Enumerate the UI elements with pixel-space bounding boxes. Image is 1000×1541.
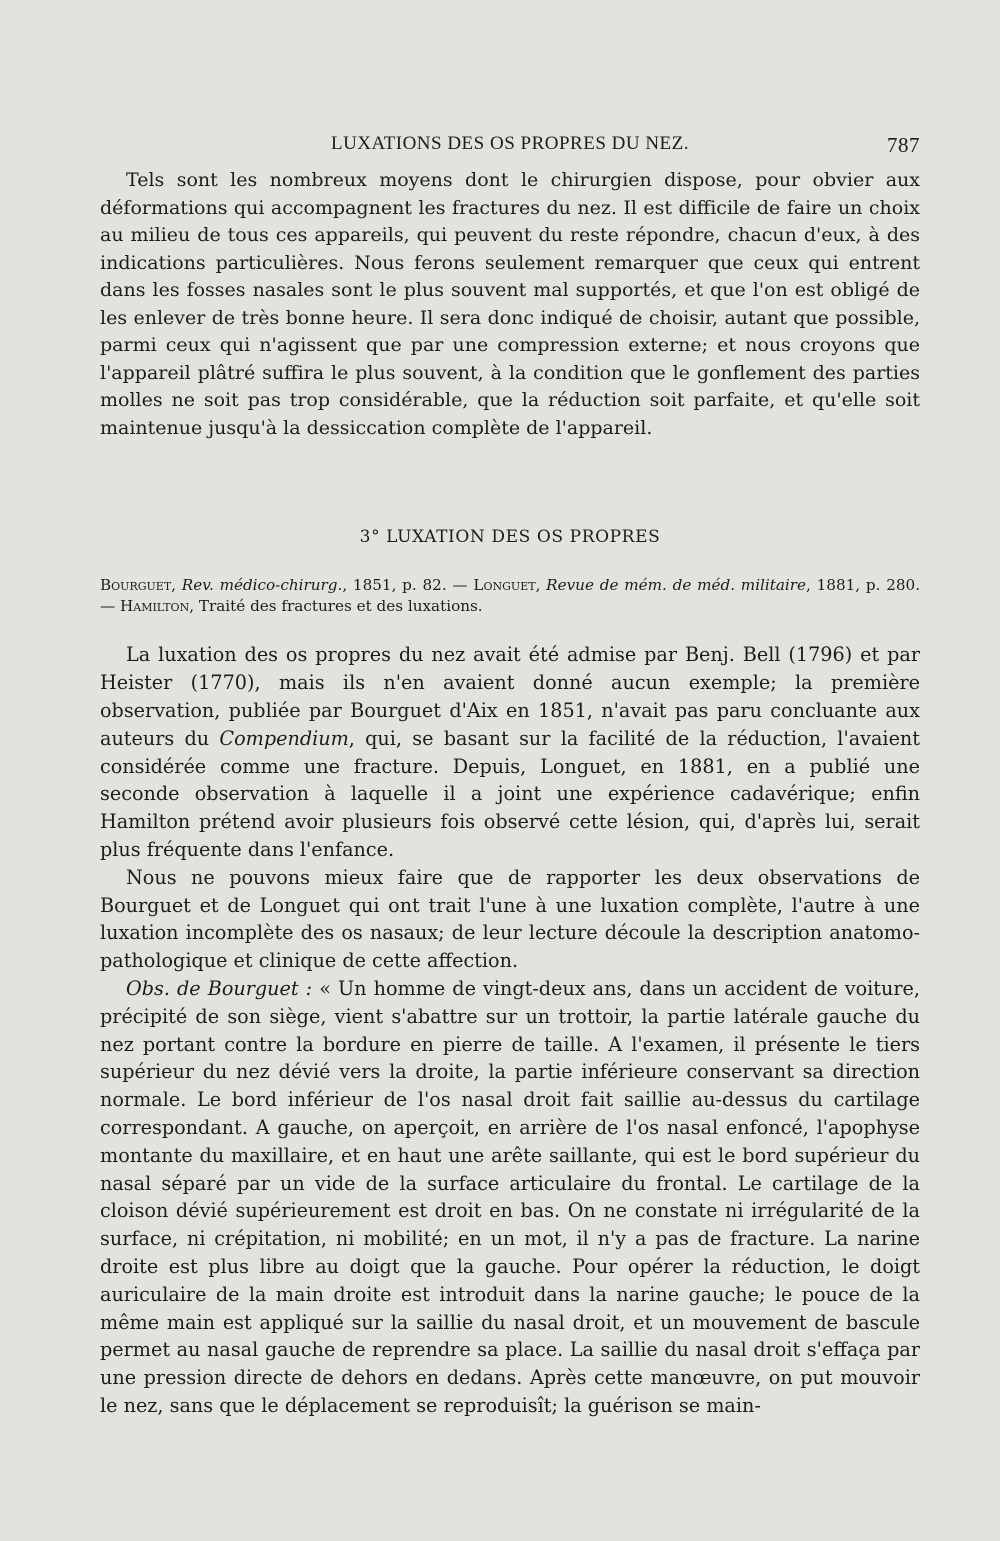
ref-author-hamilton: Hamilton [120,597,190,616]
paragraph-4 [100,975,920,1420]
observation-text: « Un homme de vingt-deux ans, dans un accident de voiture, précipité de son siège, vient s'abattre sur un trottoir, la partie latérale gauche du nez portant contre la bordure en pierre de taille. A l'examen, il présente le tiers supérieur du nez dévié vers la droite, la partie inférieure conservant sa direction normale. Le bord inférieur de l'os nasal droit fait saillie au-dessus du cartilage correspondant. A gauche, on aperçoit, en arrière de l'os nasal enfoncé, l'apophyse montante du maxillaire, et en haut une arête saillante, qui est le bord supérieur du nasal séparé par un vide de la surface articulaire du frontal. Le cartilage de la cloison dévié supérieurement est droit en bas. On ne constate ni irrégularité de la surface, ni crépitation, ni mobilité; en un mot, il n'y a pas de fracture. La narine droite est plus libre au doigt que la gauche. Pour opérer la réduction, le doigt auriculaire de la main droite est introduit dans la narine gauche; le pouce de la même main est appliqué sur la saillie du nasal droit, et un mouvement de bascule permet au nasal gauche de reprendre sa place. La saillie du nasal droit s'effaça par une pression directe de dehors en dedans. Après cette manœuvre, on put mouvoir le nez, sans que le déplacement se reproduisît; la guérison se main- [100,977,921,1417]
references: Bourguet, Rev. médico-chirurg., 1851, p. 82. — Longuet, Revue de mém. de méd. militaire, 1881, p. 280. — Hamilton, Traité des fractures et des luxations. [100,576,921,616]
ref-author-bourguet: Bourguet [100,576,172,595]
ref-journal-2: Revue de mém. de méd. militaire [546,576,807,595]
paragraph-1: Tels sont les nombreux moyens dont le chirurgien dispose, pour obvier aux déformations qui accompagnent les fractures du nez. Il est difficile de faire un choix au milieu de tous ces appareils, qui peuvent du reste répondre, chacun d'eux, à des indications particulières. Nous ferons seulement remarquer que ceux qui entrent dans les fosses nasales sont le plus souvent mal supportés, et que l'on est obligé de les enlever de très bonne heure. Il sera donc indiqué de choisir, autant que possible, parmi ceux qui n'agissent que par une compression externe; et nous croyons que l'appareil plâtré suffira le plus souvent, à la condition que le gonflement des parties molles ne soit pas trop considérable, que la réduction soit parfaite, et qu'elle soit maintenue jusqu'à la dessiccation complète de l'appareil. [100,169,920,439]
running-head [100,130,920,162]
observation-label: Obs. de Bourguet : [126,977,313,1001]
main-text [100,641,920,1419]
paragraph-3: Nous ne pouvons mieux faire que de rapporter les deux observations de Bourguet et de Longuet qui ont trait l'une à une luxation complète, l'autre à une luxation incomplète des os nasaux; de leur lecture découle la description anatomo-pathologique et clinique de cette affection. [100,865,920,973]
ref-details-3: , Traité des fractures et des luxations. [189,597,483,616]
ref-author-longuet: Longuet [473,576,536,595]
ref-journal-1: Rev. médico-chirurg. [181,576,343,595]
ref-details-1: , 1851, p. 82. — [342,576,474,595]
ref-details-2: , 1881, p. 280. — [100,576,921,616]
body-text [100,167,920,1420]
paragraph-2-part-a: La luxation des os propres du nez avait été admise par Benj. Bell (1796) et par Heister (1770), mais ils n'en avaient donné aucun exemple; la première observation, publiée par Bourguet d'Aix en 1851, n'avait pas paru concluante aux auteurs du [100,643,920,750]
running-title: LUXATIONS DES OS PROPRES DU NEZ. [330,133,690,154]
section-heading: 3° LUXATION DES OS PROPRES [359,527,661,548]
paragraph-2-part-b: , qui, se basant sur la facilité de la réduction, l'avaient considérée comme une fracture. Depuis, Longuet, en 1881, en a publié une seconde observation à laquelle il a joint une expérience cadavérique; enfin Hamilton prétend avoir plusieurs fois observé cette lésion, qui, d'après lui, serait plus fréquente dans l'enfance. [100,726,920,862]
paragraph-2 [100,641,920,863]
compendium-title: Compendium [219,726,349,750]
page-number: 787 [887,133,920,157]
